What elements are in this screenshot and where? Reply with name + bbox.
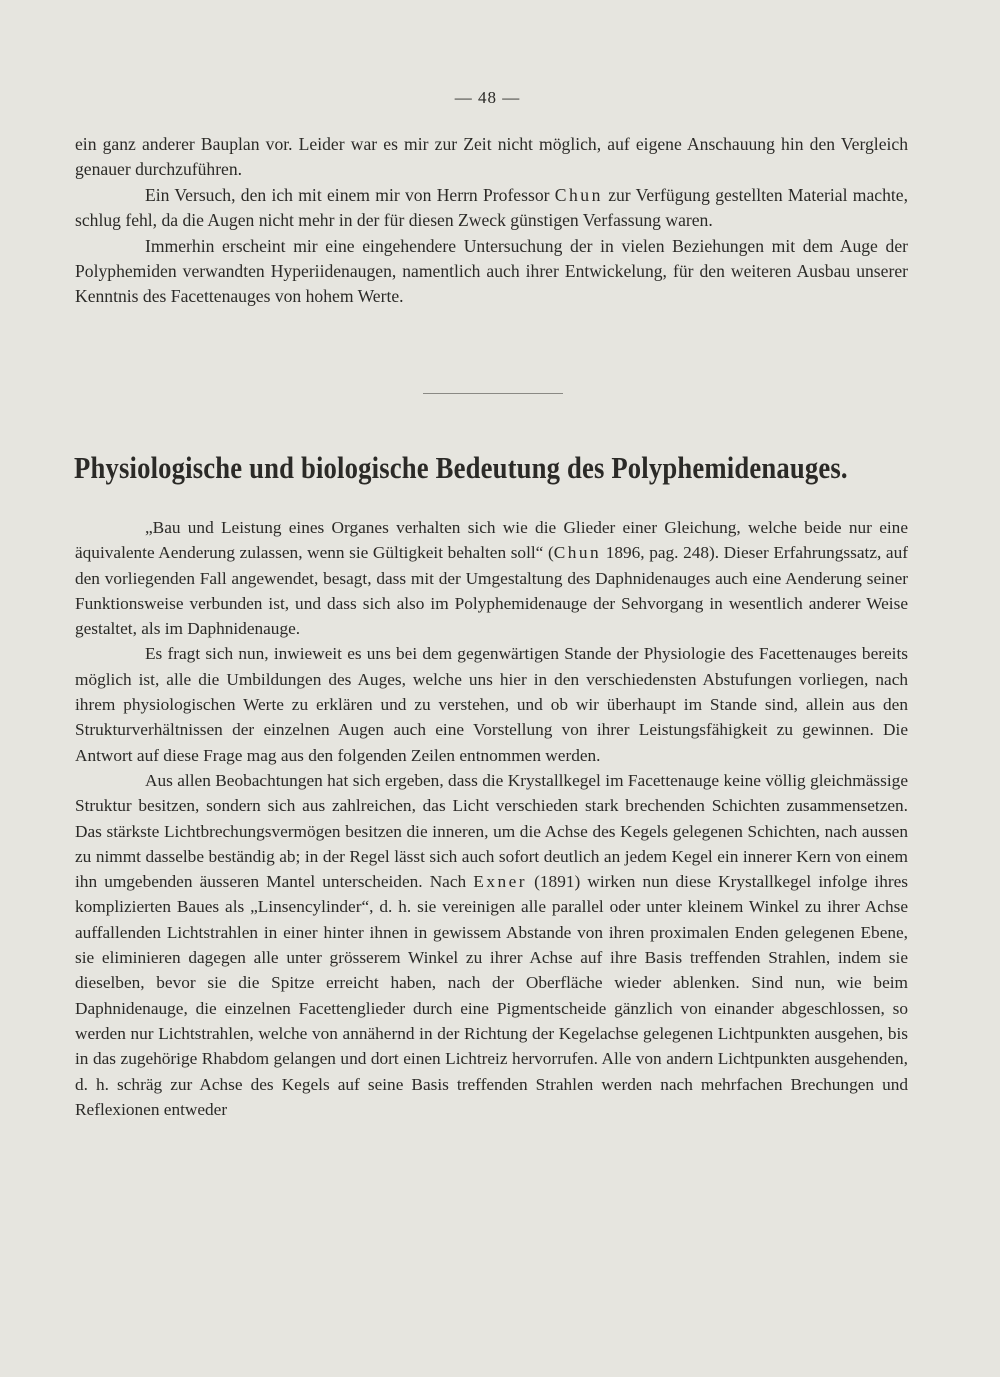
main-paragraph-2 [75,641,908,767]
intro-paragraph-3 [75,234,908,310]
citation-author-chun: Chun [553,543,602,563]
intro-paragraph-1-text: ein ganz anderer Bauplan vor. Leider war es mir zur Zeit nicht möglich, auf eigene Anschauung hin den Vergleich genauer durchzuführen. [75,134,908,180]
main-text [75,515,908,1122]
main-paragraph-1-text-a: „Bau und Leistung eines Organes verhalten sich wie die Glieder einer Gleichung, welche beide nur eine äquivalente Aenderung zulassen, wenn sie Gültigkeit behalten soll“ ( [75,518,908,563]
main-paragraph-1 [75,515,908,641]
intro-paragraph-2 [75,183,908,234]
page-number: — 48 — [454,88,521,107]
section-divider [423,393,563,394]
intro-paragraph-2-text-a: Ein Versuch, den ich mit einem mir von Herrn Professor [145,184,555,205]
main-paragraph-3-text-b: (1891) wirken nun diese Krystallkegel infolge ihres komplizierten Baues als „Linsencylinder“, d. h. sie vereinigen alle parallel oder unter kleinem Winkel zu ihrer Achse auffallenden Lichtstrahlen in einer hinter ihnen in gewissem Abstande von ihren proximalen Enden gelegenen Ebene, sie eliminieren dagegen alle unter grösserem Winkel zu ihrer Achse auf ihre Basis treffenden Strahlen, indem sie dieselben, bevor sie die Spitze erreicht haben, nach der Oberfläche wieder ablenken. Sind nun, wie beim Daphnidenauge, die einzelnen Facettenglieder durch eine Pigmentscheide gänzlich von einander abgeschlossen, so werden nur Lichtstrahlen, welche von annähernd in der Richtung der Kegelachse gelegenen Lichtpunkten ausgehen, bis in das zugehörige Rhabdom gelangen und dort einen Lichtreiz hervorrufen. Alle von andern Lichtpunkten ausgehenden, d. h. schräg zur Achse des Kegels auf seine Basis treffenden Strahlen werden nach mehrfachen Brechungen und Reflexionen entweder [75,872,908,1119]
intro-paragraph-3-text: Immerhin erscheint mir eine eingehendere Untersuchung der in vielen Beziehungen mit dem Auge der Polyphemiden verwandten Hyperiidenaugen, namentlich auch ihrer Entwickelung, für den weiteren Ausbau unserer Kenntnis des Facettenauges von hohem Werte. [75,235,908,307]
intro-text [75,132,908,310]
main-paragraph-1-text-b: 1896, pag. 248). Dieser Erfahrungssatz, auf den vorliegenden Fall angewendet, besagt, dass mit der Umgestaltung des Daphnidenauges auch eine Aenderung seiner Funktionsweise verbunden ist, und dass sich also im Polyphemidenauge der Sehvorgang in wesentlich anderer Weise gestaltet, als im Daphnidenauge. [75,543,908,639]
intro-paragraph-1 [75,132,908,183]
author-name-chun: Chun [554,184,603,205]
main-paragraph-2-text: Es fragt sich nun, inwieweit es uns bei dem gegenwärtigen Stande der Physiologie des Facettenauges bereits möglich ist, alle die Umbildungen des Auges, welche uns hier in den verschiedensten Abstufungen vorliegen, nach ihrem physiologischen Werte zu erklären und zu verstehen, und ob wir überhaupt im Stande sind, allein aus den Strukturverhältnissen der einzelnen Augen auch eine Vorstellung von ihrer Leistungsfähigkeit zu gewinnen. Die Antwort auf diese Frage mag aus den folgenden Zeilen entnommen werden. [75,644,908,765]
main-paragraph-3-text-a: Aus allen Beobachtungen hat sich ergeben, dass die Krystallkegel im Facettenauge keine völlig gleichmässige Struktur besitzen, sondern sich aus zahlreichen, das Licht verschieden stark brechenden Schichten zusammensetzen. Das stärkste Lichtbrechungsvermögen besitzen die inneren, um die Achse des Kegels gelegenen Schichten, nach aussen zu nimmt dasselbe beständig ab; in der Regel lässt sich auch sofort deutlich an jedem Kegel ein innerer Kern von einem ihn umgebenden äusseren Mantel unterscheiden. Nach [75,770,908,892]
intro-paragraph-2-text-b: zur Verfügung gestellten Material machte, schlug fehl, da die Augen nicht mehr in der für diesen Zweck günstigen Verfassung waren. [75,184,908,231]
section-title: Physiologische und biologische Bedeutung des Polyphemidenauges. [74,450,848,485]
main-paragraph-3 [75,768,908,1122]
citation-author-exner: Exner [473,872,528,892]
